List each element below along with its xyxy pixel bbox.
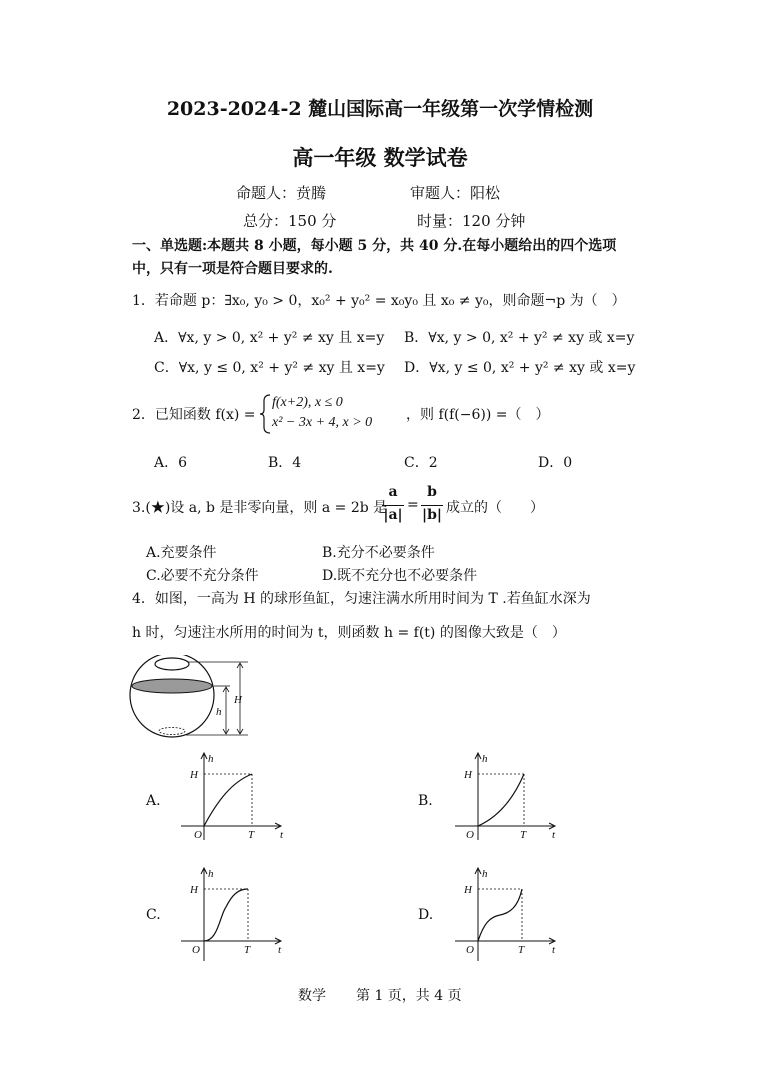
axis-O-label: O xyxy=(192,944,200,956)
axis-T-label: T xyxy=(520,829,527,841)
reviewer-label: 审题人：阳松 xyxy=(410,184,501,202)
q1-option-d: D．∀x, y ≤ 0, x² + y² ≠ xy 或 x=y xyxy=(404,360,636,376)
fraction-1-numerator: a xyxy=(388,484,398,500)
axis-O-label: O xyxy=(466,829,474,841)
question-2-suffix: ，则 f(f(−6)) =（ ） xyxy=(406,407,550,423)
q1-option-c: C．∀x, y ≤ 0, x² + y² ≠ xy 且 x=y xyxy=(154,360,385,376)
section-heading: 一、单选题:本题共 8 小题，每小题 5 分，共 40 分.在每小题给出的四个选项中，只有一项是符合题目要求的. xyxy=(132,238,617,277)
score-label: 总分：150 分 xyxy=(243,212,337,230)
axis-t-label: t xyxy=(552,944,556,956)
axis-h-label: h xyxy=(208,868,214,880)
q4-option-c-label: C. xyxy=(146,907,161,923)
graph-c xyxy=(176,865,286,965)
fig-label-h: h xyxy=(216,706,222,718)
axis-H-label: H xyxy=(190,884,198,896)
piecewise-case-2: x² − 3x + 4, x > 0 xyxy=(272,415,373,430)
axis-T-label: T xyxy=(518,944,525,956)
graph-b xyxy=(450,750,560,845)
q1-option-b: B．∀x, y > 0, x² + y² ≠ xy 或 x=y xyxy=(404,330,635,346)
q4-option-b-label: B. xyxy=(418,793,433,809)
fraction-equals: = xyxy=(407,497,419,513)
axis-t-label: t xyxy=(280,829,284,841)
axis-O-label: O xyxy=(194,829,202,841)
q3-option-b: B.充分不必要条件 xyxy=(322,545,435,561)
q3-option-c: C.必要不充分条件 xyxy=(146,568,259,584)
fig-label-H: H xyxy=(234,694,242,706)
graph-d xyxy=(450,865,560,965)
piecewise-case-1: f(x+2), x ≤ 0 xyxy=(272,395,343,410)
axis-H-label: H xyxy=(190,769,198,781)
question-4-line-2: h 时，匀速注水所用的时间为 t，则函数 h = f(t) 的图像大致是（ ） xyxy=(132,625,566,641)
axis-T-label: T xyxy=(244,944,251,956)
axis-H-label: H xyxy=(464,769,472,781)
author-label: 命题人：贲腾 xyxy=(236,184,327,202)
fraction-2-numerator: b xyxy=(427,484,437,500)
fraction-2-bar xyxy=(421,505,443,506)
q2-option-a: A．6 xyxy=(154,455,188,471)
exam-subtitle: 高一年级 数学试卷 xyxy=(292,145,468,170)
fraction-2-denominator: |b| xyxy=(422,507,442,523)
axis-h-label: h xyxy=(208,753,214,765)
axis-T-label: T xyxy=(248,829,255,841)
question-4-line-1: 4．如图，一高为 H 的球形鱼缸，匀速注满水所用时间为 T .若鱼缸水深为 xyxy=(132,591,591,607)
q4-option-a-label: A. xyxy=(146,793,161,809)
axis-t-label: t xyxy=(278,944,282,956)
q2-option-c: C．2 xyxy=(404,455,438,471)
footer-subject: 数学 xyxy=(298,988,326,1004)
question-3-suffix: 成立的（ ） xyxy=(446,500,544,516)
footer-page: 第 1 页，共 4 页 xyxy=(356,988,462,1004)
question-2-prefix: 2．已知函数 f(x) = xyxy=(132,407,256,423)
axis-H-label: H xyxy=(464,884,472,896)
time-label: 时量：120 分钟 xyxy=(417,212,526,230)
axis-h-label: h xyxy=(482,868,488,880)
graph-a xyxy=(176,750,286,845)
axis-t-label: t xyxy=(552,829,556,841)
question-1-stem: 1．若命题 p：∃x₀, y₀ > 0，x₀² + y₀² = x₀y₀ 且 x₀ ≠ y₀，则命题¬p 为（ ） xyxy=(132,293,626,309)
axis-O-label: O xyxy=(466,944,474,956)
axis-h-label: h xyxy=(482,753,488,765)
q3-option-a: A.充要条件 xyxy=(146,545,217,561)
q2-option-b: B．4 xyxy=(268,455,302,471)
q3-option-d: D.既不充分也不必要条件 xyxy=(322,568,478,584)
q4-option-d-label: D. xyxy=(418,907,434,923)
fraction-1-denominator: |a| xyxy=(383,507,403,523)
exam-title: 2023-2024-2 麓山国际高一年级第一次学情检测 xyxy=(166,98,594,120)
fraction-1-bar xyxy=(382,505,404,506)
fish-tank-figure xyxy=(128,655,258,745)
q2-option-d: D．0 xyxy=(538,455,573,471)
question-3-prefix: 3.(★)设 a, b 是非零向量，则 a = 2b 是 xyxy=(132,500,388,516)
q1-option-a: A．∀x, y > 0, x² + y² ≠ xy 且 x=y xyxy=(154,330,385,346)
